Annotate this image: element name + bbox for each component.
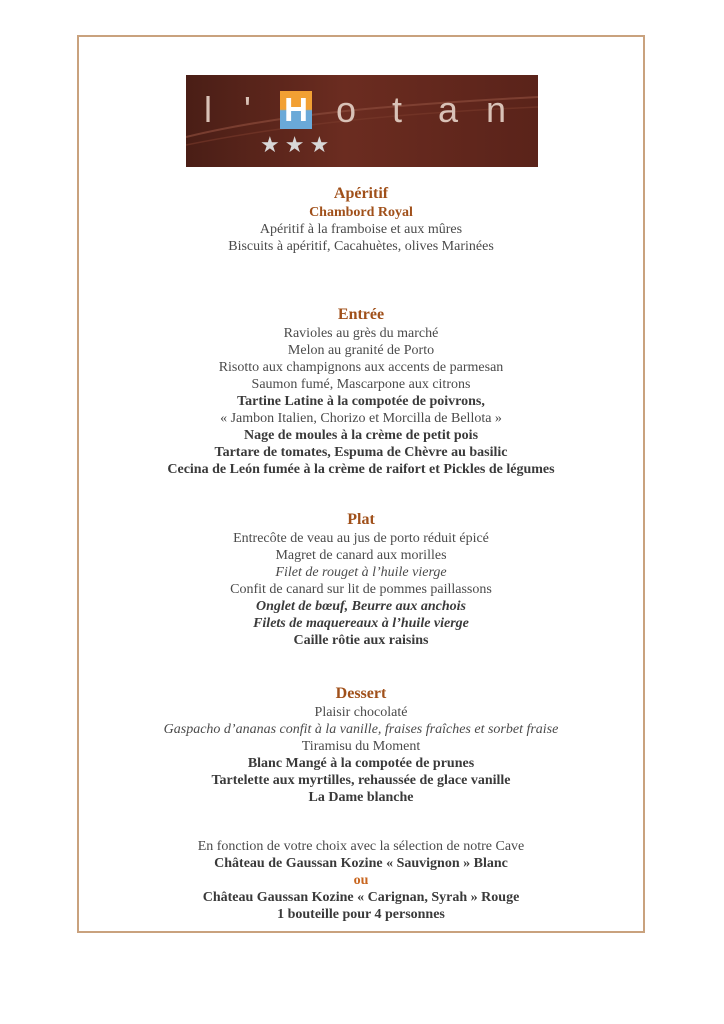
menu-item: Tartelette aux myrtilles, rehaussée de glace vanille bbox=[211, 773, 511, 788]
menu-item: Blanc Mangé à la compotée de prunes bbox=[247, 756, 475, 771]
logo-letter: t bbox=[392, 89, 403, 130]
menu-item: Plaisir chocolaté bbox=[314, 705, 408, 720]
menu-item: Melon au granité de Porto bbox=[287, 343, 435, 358]
logo-letter: ' bbox=[244, 89, 251, 130]
menu-item: Filets de maquereaux à l’huile vierge bbox=[253, 616, 469, 631]
dessert-title: Dessert bbox=[335, 685, 387, 702]
wine-quantity: 1 bouteille pour 4 personnes bbox=[277, 907, 445, 922]
menu-item: Risotto aux champignons aux accents de parmesan bbox=[218, 360, 504, 375]
menu-item: La Dame blanche bbox=[308, 790, 414, 805]
menu-item: Ravioles au grès du marché bbox=[283, 326, 439, 341]
logo-letter: a bbox=[438, 89, 459, 130]
menu-item: Confit de canard sur lit de pommes paillassons bbox=[230, 582, 492, 597]
entree-title: Entrée bbox=[337, 306, 385, 323]
menu-item: Tartine Latine à la compotée de poivrons, bbox=[237, 394, 485, 409]
menu-item: Filet de rouget à l’huile vierge bbox=[275, 565, 447, 580]
menu-item: Tartare de tomates, Espuma de Chèvre au basilic bbox=[214, 445, 508, 460]
menu-item: Entrecôte de veau au jus de porto réduit épicé bbox=[233, 531, 489, 546]
aperitif-title: Apéritif bbox=[333, 185, 389, 202]
logo-letter: l bbox=[204, 89, 212, 130]
menu-item: Caille rôtie aux raisins bbox=[293, 633, 429, 648]
menu-item: « Jambon Italien, Chorizo et Morcilla de Bellota » bbox=[220, 411, 502, 426]
plat-title: Plat bbox=[347, 511, 375, 528]
logo-h-box bbox=[280, 91, 312, 129]
menu-item: Onglet de bœuf, Beurre aux anchois bbox=[255, 599, 467, 614]
menu-item: Gaspacho d’ananas confit à la vanille, fraises fraîches et sorbet fraise bbox=[163, 722, 559, 737]
menu-item: Biscuits à apéritif, Cacahuètes, olives Marinées bbox=[228, 239, 494, 254]
wine-option: Château Gaussan Kozine « Carignan, Syrah » Rouge bbox=[202, 890, 520, 905]
menu-item: Apéritif à la framboise et aux mûres bbox=[259, 222, 463, 237]
wine-option: Château de Gaussan Kozine « Sauvignon » Blanc bbox=[214, 856, 508, 871]
wine-or: ou bbox=[353, 873, 369, 888]
menu-item: Saumon fumé, Mascarpone aux citrons bbox=[251, 377, 471, 392]
logo-letter: n bbox=[486, 89, 507, 130]
menu-item: Cecina de León fumée à la crème de raifort et Pickles de légumes bbox=[167, 462, 555, 477]
logo-wordmark bbox=[186, 89, 538, 129]
menu-item: Nage de moules à la crème de petit pois bbox=[243, 428, 479, 443]
menu-content bbox=[79, 184, 643, 923]
hotel-logo bbox=[186, 75, 538, 167]
menu-item: Magret de canard aux morilles bbox=[275, 548, 447, 563]
menu-item: Tiramisu du Moment bbox=[301, 739, 421, 754]
logo-h-letter: H bbox=[284, 91, 308, 128]
aperitif-subtitle: Chambord Royal bbox=[309, 205, 413, 220]
star-rating-icon: ★★★ bbox=[260, 133, 335, 158]
logo-letter: o bbox=[336, 89, 357, 130]
wine-intro: En fonction de votre choix avec la sélection de notre Cave bbox=[197, 839, 525, 854]
